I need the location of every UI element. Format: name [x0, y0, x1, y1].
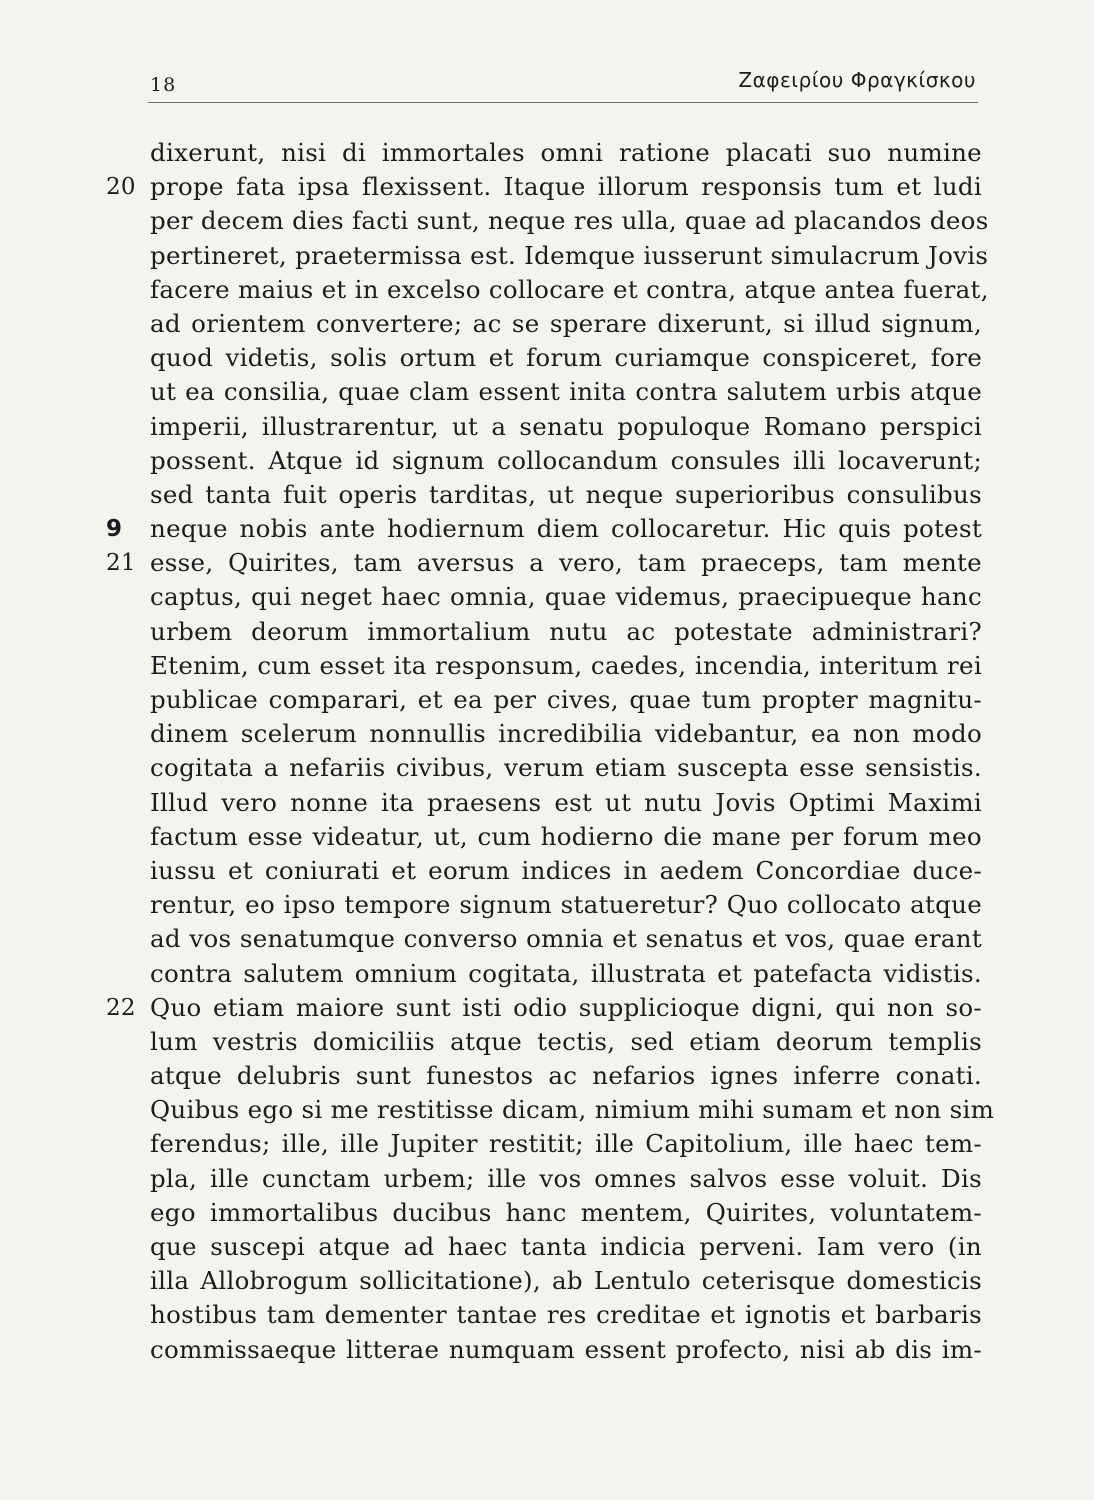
text-line	[150, 786, 982, 820]
line-text: pertineret, praetermissa est. Idemque iusserunt simulacrum Jovis	[150, 240, 989, 270]
running-head: Ζαφειρίου Φραγκίσκου	[738, 68, 976, 92]
line-text: contra salutem omnium cogitata, illustrata et patefacta vidistis.	[150, 958, 982, 988]
line-text: Illud vero nonne ita praesens est ut nutu Jovis Optimi Maximi	[150, 787, 982, 817]
line-text: publicae comparari, et ea per cives, quae tum propter magnitu-	[150, 685, 982, 714]
line-text: illa Allobrogum sollicitatione), ab Lentulo ceterisque domesticis	[150, 1266, 982, 1296]
line-text: ego immortalibus ducibus hanc mentem, Quirites, voluntatem-	[150, 1197, 982, 1227]
line-text: dixerunt, nisi di immortales omni ratione placati suo numine	[150, 138, 982, 167]
text-line	[150, 751, 982, 785]
text-line	[150, 410, 982, 444]
line-text: captus, qui neget haec omnia, quae videmus, praecipueque hanc	[150, 582, 982, 612]
marginal-line-number: 22	[106, 994, 136, 1021]
text-line	[150, 957, 982, 991]
text-line	[150, 1162, 982, 1196]
line-text: imperii, illustrarentur, ut a senatu populoque Romano perspici	[150, 411, 982, 441]
line-text: ferendus; ille, ille Jupiter restitit; ille Capitolium, ille haec tem-	[150, 1129, 982, 1159]
line-text: atque delubris sunt funestos ac nefarios ignes inferre conati.	[150, 1061, 982, 1091]
line-text: ut ea consilia, quae clam essent inita contra salutem urbis atque	[150, 377, 982, 407]
text-line	[106, 546, 982, 580]
text-line	[106, 991, 982, 1025]
text-line	[150, 1298, 982, 1332]
text-line	[150, 683, 982, 717]
line-text: possent. Atque id signum collocandum consules illi locaverunt;	[150, 445, 982, 475]
header-rule	[148, 102, 978, 103]
page-number: 18	[150, 74, 177, 96]
text-line	[150, 1025, 982, 1059]
text-line	[150, 1264, 982, 1298]
text-line	[150, 888, 982, 922]
text-line	[150, 1059, 982, 1093]
marginal-line-number: 20	[106, 174, 136, 201]
line-text: esse, Quirites, tam aversus a vero, tam praeceps, tam mente	[150, 548, 982, 578]
text-line	[150, 204, 989, 238]
line-text: neque nobis ante hodiernum diem collocaretur. Hic quis potest	[150, 514, 982, 544]
line-text: que suscepi atque ad haec tanta indicia perveni. Iam vero (in	[150, 1232, 982, 1261]
text-line	[150, 273, 989, 307]
text-line	[106, 512, 982, 546]
line-text: commissaeque litterae numquam essent profecto, nisi ab dis im-	[150, 1334, 982, 1364]
text-line	[150, 922, 982, 956]
text-line	[150, 341, 982, 375]
line-text: Quo etiam maiore sunt isti odio supplicioque digni, qui non so-	[150, 992, 982, 1022]
text-line	[150, 1230, 982, 1264]
line-text: factum esse videatur, ut, cum hodierno die mane per forum meo	[150, 821, 982, 851]
text-line	[150, 615, 982, 649]
line-text: rentur, eo ipso tempore signum statueretur? Quo collocato atque	[150, 890, 982, 920]
text-line	[150, 649, 982, 683]
line-text: dinem scelerum nonnullis incredibilia videbantur, ea non modo	[150, 719, 982, 749]
text-line	[150, 136, 982, 170]
line-text: lum vestris domiciliis atque tectis, sed etiam deorum templis	[150, 1026, 982, 1056]
line-text: per decem dies facti sunt, neque res ulla, quae ad placandos deos	[150, 206, 989, 236]
line-text: facere maius et in excelso collocare et contra, atque antea fuerat,	[150, 274, 989, 304]
line-text: Etenim, cum esset ita responsum, caedes, incendia, interitum rei	[150, 650, 982, 680]
text-line	[150, 478, 982, 512]
text-line	[150, 1093, 995, 1127]
line-text: Quibus ego si me restitisse dicam, nimium mihi sumam et non sim	[150, 1095, 995, 1125]
line-text: ad vos senatumque converso omnia et senatus et vos, quae erant	[150, 924, 982, 954]
text-line	[150, 1333, 982, 1367]
marginal-line-number: 9	[106, 516, 123, 543]
line-text: pla, ille cunctam urbem; ille vos omnes salvos esse voluit. Dis	[150, 1163, 982, 1193]
text-line	[150, 1127, 982, 1161]
line-text: urbem deorum immortalium nutu ac potestate administrari?	[150, 616, 982, 646]
text-line	[150, 820, 982, 854]
text-line	[150, 580, 982, 614]
text-line	[150, 239, 989, 273]
text-line	[150, 444, 982, 478]
text-line	[150, 307, 982, 341]
line-text: iussu et coniurati et eorum indices in aedem Concordiae duce-	[150, 855, 982, 885]
line-text: hostibus tam dementer tantae res creditae et ignotis et barbaris	[150, 1300, 982, 1330]
line-text: cogitata a nefariis civibus, verum etiam suscepta esse sensistis.	[150, 753, 982, 783]
line-text: quod videtis, solis ortum et forum curiamque conspiceret, fore	[150, 343, 982, 373]
line-text: prope fata ipsa flexissent. Itaque illorum responsis tum et ludi	[150, 172, 982, 202]
text-line	[150, 854, 982, 888]
body-text	[106, 136, 995, 1367]
text-line	[150, 375, 982, 409]
text-line	[106, 170, 982, 204]
marginal-line-number: 21	[106, 550, 136, 577]
line-text: sed tanta fuit operis tarditas, ut neque superioribus consulibus	[150, 479, 982, 509]
text-line	[150, 717, 982, 751]
text-line	[150, 1196, 982, 1230]
line-text: ad orientem convertere; ac se sperare dixerunt, si illud signum,	[150, 308, 982, 338]
